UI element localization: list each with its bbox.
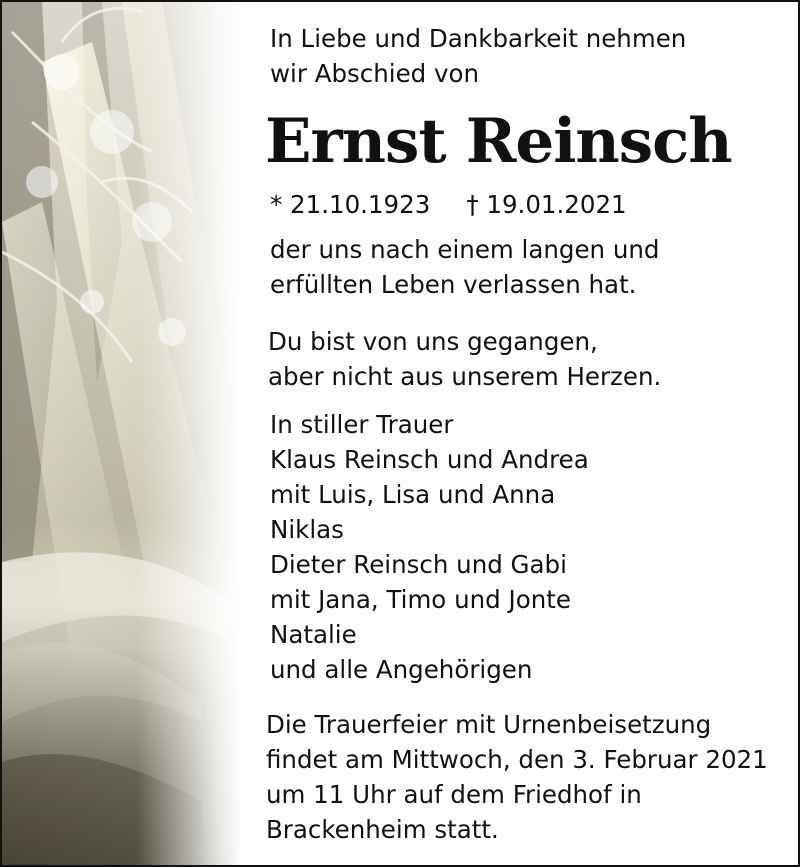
mourners-list bbox=[270, 407, 589, 687]
life-dates bbox=[270, 187, 627, 222]
ceremony-line: Die Trauerfeier mit Urnenbeisetzung bbox=[266, 710, 712, 739]
mourner-line: und alle Angehörigen bbox=[270, 655, 533, 684]
mourner-line: Klaus Reinsch und Andrea bbox=[270, 445, 589, 474]
ceremony-line: um 11 Uhr auf dem Friedhof in bbox=[266, 780, 642, 809]
quote-line: Du bist von uns gegangen, bbox=[268, 327, 598, 356]
mourner-line: Dieter Reinsch und Gabi bbox=[270, 550, 567, 579]
mourner-line: Niklas bbox=[270, 515, 344, 544]
death-date: † 19.01.2021 bbox=[466, 190, 627, 219]
mourner-line: mit Luis, Lisa und Anna bbox=[270, 480, 556, 509]
mourner-line: mit Jana, Timo und Jonte bbox=[270, 585, 571, 614]
tribute-line: der uns nach einem langen und bbox=[270, 235, 660, 264]
mourner-line: In stiller Trauer bbox=[270, 410, 454, 439]
ceremony-text bbox=[266, 707, 768, 847]
mourner-line: Natalie bbox=[270, 620, 357, 649]
intro-text bbox=[270, 21, 686, 91]
quote-text bbox=[268, 324, 661, 394]
birth-date: * 21.10.1923 bbox=[270, 190, 431, 219]
forest-path-photo bbox=[2, 2, 302, 865]
tribute-text bbox=[270, 232, 659, 302]
intro-line: wir Abschied von bbox=[270, 59, 480, 88]
quote-line: aber nicht aus unserem Herzen. bbox=[268, 362, 662, 391]
ceremony-line: Brackenheim statt. bbox=[266, 815, 499, 844]
deceased-name: Ernst Reinsch bbox=[265, 106, 732, 177]
ceremony-line: findet am Mittwoch, den 3. Februar 2021 bbox=[266, 745, 768, 774]
intro-line: In Liebe und Dankbarkeit nehmen bbox=[270, 24, 687, 53]
tribute-line: erfüllten Leben verlassen hat. bbox=[270, 270, 637, 299]
